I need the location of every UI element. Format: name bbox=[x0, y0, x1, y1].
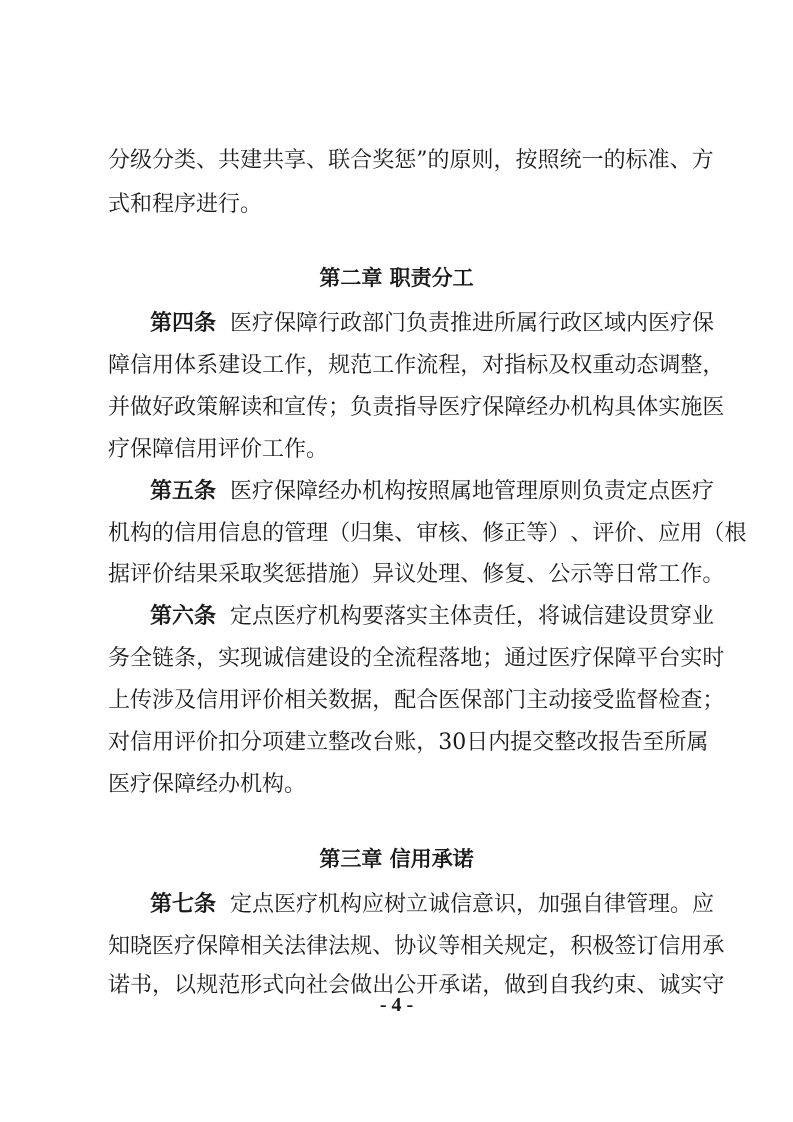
article-7-label: 第七条 bbox=[150, 892, 217, 917]
article-6-line-3: 上 传 涉 及 信 用 评 价 相 关 数 据 ， 配 合 医 保 部 门 主 动 接 受 监 督 检 查 ； bbox=[108, 688, 725, 713]
article-4-first-line bbox=[150, 310, 715, 338]
article-5-line-1: 医疗保障经办机构按照属地管理原则负责定点医疗 bbox=[230, 479, 715, 504]
article-6-line-5: 医疗保障经办机构。 bbox=[108, 772, 307, 797]
article-7-line-1: 定点医疗机构应树立诚信意识，加强自律管理。应 bbox=[230, 892, 715, 917]
article-5-first-line bbox=[150, 478, 715, 506]
article-5-label: 第五条 bbox=[150, 479, 217, 504]
article-6-label: 第六条 bbox=[150, 604, 217, 629]
intro-line-2: 式和程序进行。 bbox=[108, 192, 263, 217]
article-5-line-2: 机 构 的 信 用 信 息 的 管 理 （ 归 集 、 审 核 、 修 正 等 ） 、 评 价 、 应 用 （ 根 bbox=[108, 521, 747, 546]
page-number: - 4 - bbox=[379, 994, 414, 1016]
chapter-2-heading: 第二章 职责分工 bbox=[319, 266, 474, 290]
chapter-3-heading: 第三章 信用承诺 bbox=[319, 847, 474, 871]
article-4-line-4: 疗保障信用评价工作。 bbox=[108, 437, 329, 462]
article-7-line-3: 诺 书 ， 以 规 范 形 式 向 社 会 做 出 公 开 承 诺 ， 做 到 自 我 约 束 、 诚 实 守 bbox=[108, 973, 725, 998]
article-6-line-2: 务 全 链 条 ， 实 现 诚 信 建 设 的 全 流 程 落 地 ； 通 过 医 疗 保 障 平 台 实 时 bbox=[108, 646, 725, 671]
article-4-line-3: 并 做 好 政 策 解 读 和 宣 传 ； 负 责 指 导 医 疗 保 障 经 办 机 构 具 体 实 施 医 bbox=[108, 395, 725, 420]
article-7-first-line bbox=[150, 891, 715, 919]
article-4-line-2: 障 信 用 体 系 建 设 工 作 ， 规 范 工 作 流 程 ， 对 指 标 及 权 重 动 态 调 整 ， bbox=[108, 353, 725, 378]
article-7-line-2: 知 晓 医 疗 保 障 相 关 法 律 法 规 、 协 议 等 相 关 规 定 ， 积 极 签 订 信 用 承 bbox=[108, 934, 725, 959]
article-4-label: 第四条 bbox=[150, 311, 217, 336]
article-4-line-1: 医疗保障行政部门负责推进所属行政区域内医疗保 bbox=[230, 311, 715, 336]
article-6-first-line bbox=[150, 603, 715, 631]
article-6-line-1: 定点医疗机构要落实主体责任，将诚信建设贯穿业 bbox=[230, 604, 715, 629]
intro-line-1: 分 级 分 类 、 共 建 共 享 、 联 合 奖 惩 ” 的 原 则 ， 按 照 统 一 的 标 准 、 方 bbox=[108, 148, 714, 173]
article-5-line-3: 据 评 价 结 果 采 取 奖 惩 措 施 ） 异 议 处 理 、 修 复 、 公 示 等 日 常 工 作 。 bbox=[108, 562, 725, 587]
article-6-line-4: 对 信 用 评 价 扣 分 项 建 立 整 改 台 账 ， 3 0 日 内 提 交 整 改 报 告 至 所 属 bbox=[108, 730, 709, 755]
